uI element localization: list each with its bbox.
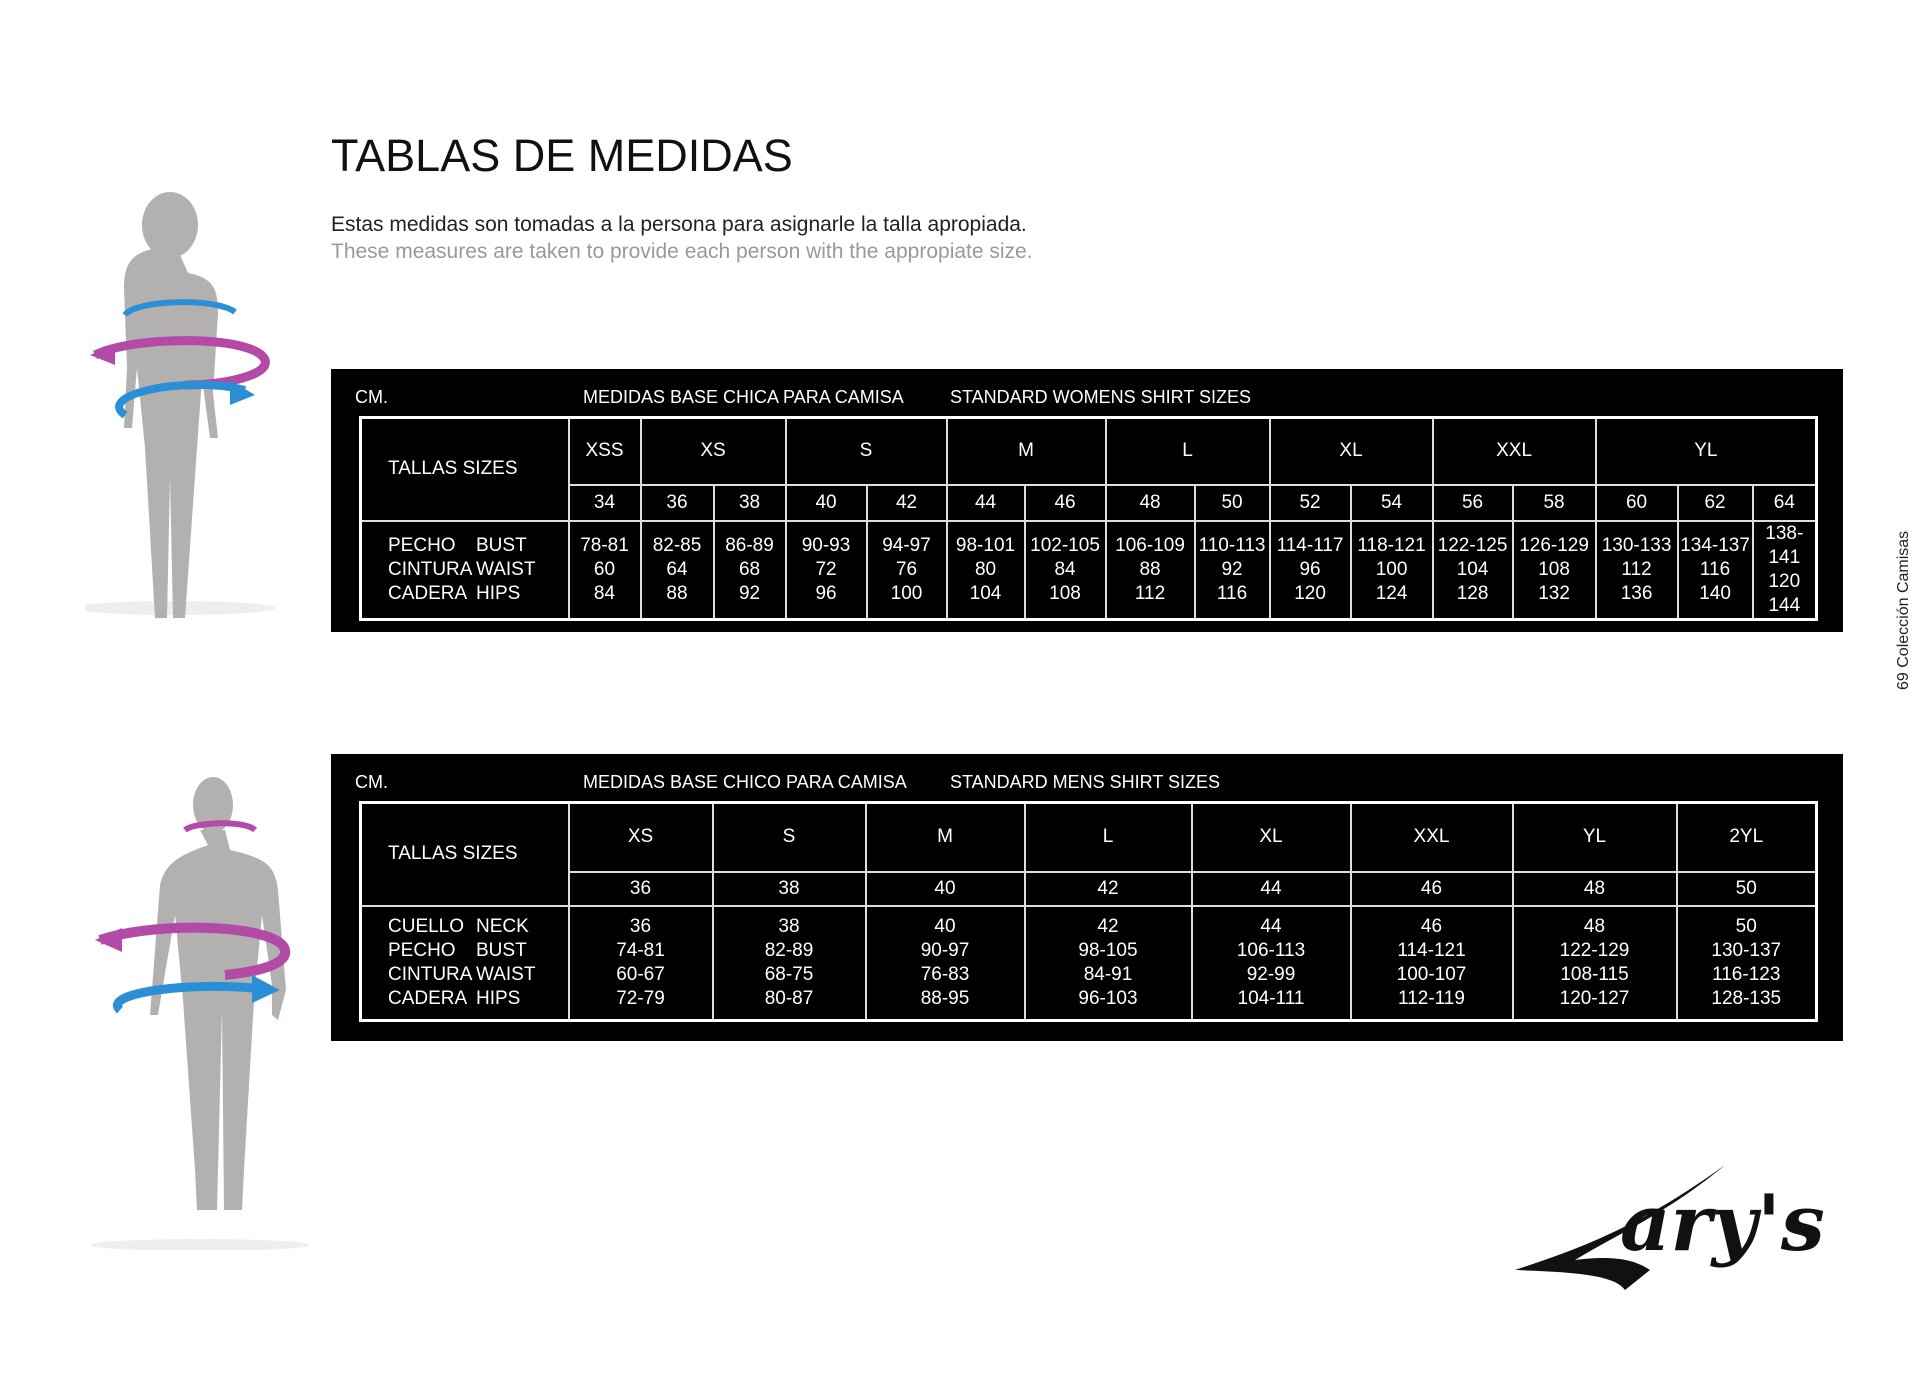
page-title: TABLAS DE MEDIDAS bbox=[331, 130, 793, 181]
measurement-value: 118-121 bbox=[1357, 534, 1426, 556]
measurement-value: 130-137 bbox=[1711, 939, 1782, 961]
measure-label-en: HIPS bbox=[476, 987, 521, 1009]
measurement-value: 50 bbox=[1735, 915, 1757, 937]
unit-label: CM. bbox=[355, 772, 388, 792]
womens-size-chart bbox=[331, 369, 1843, 632]
measurement-value: 108-115 bbox=[1560, 963, 1629, 985]
size-measurements bbox=[1106, 521, 1195, 620]
size-measurements bbox=[569, 521, 641, 620]
size-measurements bbox=[1025, 521, 1106, 620]
measurement-value: 100 bbox=[1375, 558, 1408, 580]
measurement-value: 106-109 bbox=[1115, 534, 1185, 556]
measurement-value: 72-79 bbox=[616, 987, 665, 1009]
garys-logo bbox=[1510, 1160, 1830, 1310]
measurement-value: 120 bbox=[1768, 570, 1801, 592]
measurement-value: 40 bbox=[934, 915, 956, 937]
measurement-value: 140 bbox=[1699, 582, 1731, 604]
size-group-xl: XL bbox=[1270, 418, 1433, 485]
measurement-value: 96 bbox=[1299, 558, 1321, 580]
measurement-value: 84 bbox=[593, 582, 616, 604]
size-group-yl: YL bbox=[1596, 418, 1817, 485]
measurement-value: 88-95 bbox=[920, 987, 970, 1009]
measurement-value: 130-133 bbox=[1601, 534, 1672, 556]
size-number: 50 bbox=[1195, 485, 1270, 521]
size-number: 58 bbox=[1513, 485, 1596, 521]
unit-label: CM. bbox=[355, 387, 388, 407]
size-number: 56 bbox=[1433, 485, 1513, 521]
measurement-value: 68 bbox=[738, 558, 761, 580]
measurement-value: 114-117 bbox=[1276, 534, 1344, 556]
chart-title-spanish: MEDIDAS BASE CHICA PARA CAMISA bbox=[583, 387, 904, 407]
size-number: 62 bbox=[1678, 485, 1753, 521]
size-measurements bbox=[1433, 521, 1513, 620]
measurement-value: 72 bbox=[815, 558, 837, 580]
size-number: 48 bbox=[1106, 485, 1195, 521]
measurement-value: 92-99 bbox=[1246, 963, 1296, 985]
measurement-value: 80-87 bbox=[764, 987, 814, 1009]
woman-figure-icon bbox=[85, 190, 315, 630]
size-measurements bbox=[1596, 521, 1678, 620]
measurement-value: 44 bbox=[1260, 915, 1282, 937]
size-measurements bbox=[1753, 521, 1817, 620]
size-number: 40 bbox=[866, 872, 1025, 906]
measurement-value: 112 bbox=[1134, 582, 1166, 604]
measurement-value: 100 bbox=[890, 582, 923, 604]
measure-label-es: PECHO bbox=[388, 939, 456, 961]
measurement-value: 46 bbox=[1420, 915, 1443, 937]
size-measurements bbox=[1678, 521, 1753, 620]
measure-label-en: BUST bbox=[476, 534, 527, 556]
measure-label-es: CINTURA bbox=[388, 558, 473, 580]
measurement-value: 108 bbox=[1538, 558, 1570, 580]
measurement-value: 112-119 bbox=[1398, 987, 1465, 1009]
measurement-value: 122-125 bbox=[1437, 534, 1508, 556]
size-measurements bbox=[1513, 906, 1677, 1021]
measurement-value: 120-127 bbox=[1559, 987, 1630, 1009]
measurement-value: 88 bbox=[1139, 558, 1161, 580]
size-number: 54 bbox=[1351, 485, 1433, 521]
size-measurements bbox=[641, 521, 714, 620]
measurement-value: 78-81 bbox=[580, 534, 629, 556]
measurement-value: 132 bbox=[1538, 582, 1570, 604]
measure-label-es: CINTURA bbox=[388, 963, 473, 985]
measurement-value: 116 bbox=[1699, 558, 1731, 580]
page-footer-text: 69 Colección Camisas bbox=[1895, 530, 1912, 690]
measurement-value: 84 bbox=[1054, 558, 1076, 580]
measurement-value: 96 bbox=[815, 582, 837, 604]
measurement-value: 108 bbox=[1049, 582, 1081, 604]
size-group-s: S bbox=[713, 803, 866, 872]
measurement-value: 90-93 bbox=[801, 534, 851, 556]
size-group-2yl: 2YL bbox=[1677, 803, 1817, 872]
measure-label-en: BUST bbox=[476, 939, 527, 961]
measurement-value: 84-91 bbox=[1083, 963, 1133, 985]
size-measurements bbox=[1351, 521, 1433, 620]
measurement-value: 38 bbox=[778, 915, 800, 937]
size-group-xs: XS bbox=[641, 418, 786, 485]
size-measurements bbox=[1192, 906, 1351, 1021]
size-number: 34 bbox=[569, 485, 641, 521]
measure-label-es: CADERA bbox=[388, 987, 468, 1009]
measurement-value: 98-101 bbox=[955, 534, 1016, 556]
measurement-value: 110-113 bbox=[1198, 534, 1266, 556]
measurement-value: 92 bbox=[738, 582, 761, 604]
size-group-m: M bbox=[866, 803, 1025, 872]
size-measurements bbox=[947, 521, 1025, 620]
measurement-value: 74-81 bbox=[616, 939, 665, 961]
measurement-value: 126-129 bbox=[1519, 534, 1589, 556]
measurement-value: 124 bbox=[1375, 582, 1408, 604]
measure-label-en: WAIST bbox=[476, 558, 536, 580]
measurement-value: 104-111 bbox=[1237, 987, 1305, 1009]
measurement-value: 106-113 bbox=[1236, 939, 1306, 961]
measurement-value: 102-105 bbox=[1030, 534, 1100, 556]
chart-title-english: STANDARD WOMENS SHIRT SIZES bbox=[950, 387, 1252, 407]
size-measurements bbox=[1677, 906, 1817, 1021]
size-measurements bbox=[786, 521, 867, 620]
subtitle-english: These measures are taken to provide each person with the appropiate size. bbox=[331, 240, 1033, 263]
size-number: 46 bbox=[1351, 872, 1513, 906]
size-number: 42 bbox=[1025, 872, 1192, 906]
measurement-value: 128 bbox=[1456, 582, 1489, 604]
subtitle-spanish: Estas medidas son tomadas a la persona para asignarle la talla apropiada. bbox=[331, 213, 1027, 236]
measurement-value: 82-85 bbox=[652, 534, 702, 556]
size-measurements bbox=[867, 521, 947, 620]
chart-title-english: STANDARD MENS SHIRT SIZES bbox=[950, 772, 1221, 792]
size-measurements bbox=[866, 906, 1025, 1021]
size-measurements bbox=[1351, 906, 1513, 1021]
measurement-value: 82-89 bbox=[764, 939, 814, 961]
measurement-value: 86-89 bbox=[725, 534, 774, 556]
measurement-value: 42 bbox=[1097, 915, 1119, 937]
size-group-l: L bbox=[1106, 418, 1270, 485]
measurement-value: 92 bbox=[1221, 558, 1243, 580]
measurement-value: 138-141 bbox=[1765, 522, 1804, 568]
measure-label-en: NECK bbox=[476, 915, 529, 937]
measurement-value: 116-123 bbox=[1712, 963, 1781, 985]
size-measurements bbox=[1195, 521, 1270, 620]
size-number: 50 bbox=[1677, 872, 1817, 906]
size-group-m: M bbox=[947, 418, 1106, 485]
size-number: 44 bbox=[947, 485, 1025, 521]
size-number: 46 bbox=[1025, 485, 1106, 521]
size-group-yl: YL bbox=[1513, 803, 1677, 872]
size-number: 36 bbox=[569, 872, 713, 906]
size-number: 36 bbox=[641, 485, 714, 521]
chart-title-spanish: MEDIDAS BASE CHICO PARA CAMISA bbox=[583, 772, 907, 792]
womens-size-table bbox=[359, 416, 1818, 621]
size-group-xxl: XXL bbox=[1351, 803, 1513, 872]
measurement-value: 60-67 bbox=[616, 963, 665, 985]
measure-label-en: WAIST bbox=[476, 963, 536, 985]
measurement-value: 64 bbox=[666, 558, 688, 580]
mens-size-table bbox=[359, 801, 1818, 1022]
size-number: 38 bbox=[714, 485, 786, 521]
measurement-value: 36 bbox=[629, 915, 652, 937]
measurement-value: 104 bbox=[1456, 558, 1489, 580]
size-measurements bbox=[1270, 521, 1351, 620]
measure-label-es: CUELLO bbox=[388, 915, 465, 937]
size-measurements bbox=[714, 521, 786, 620]
measurement-value: 88 bbox=[666, 582, 688, 604]
svg-text:ary's: ary's bbox=[1620, 1178, 1825, 1269]
measurement-value: 98-105 bbox=[1078, 939, 1138, 961]
sizes-header: TALLAS SIZES bbox=[361, 803, 569, 906]
measure-label-en: HIPS bbox=[476, 582, 521, 604]
measure-label-es: CADERA bbox=[388, 582, 468, 604]
size-group-xs: XS bbox=[569, 803, 713, 872]
measurement-value: 134-137 bbox=[1680, 534, 1750, 556]
measure-label-es: PECHO bbox=[388, 534, 456, 556]
measurement-value: 116 bbox=[1216, 582, 1248, 604]
measurement-value: 94-97 bbox=[882, 534, 931, 556]
size-group-xxl: XXL bbox=[1433, 418, 1596, 485]
size-measurements bbox=[1025, 906, 1192, 1021]
measurement-value: 112 bbox=[1621, 558, 1652, 580]
measurement-value: 122-129 bbox=[1559, 939, 1630, 961]
measurement-value: 80 bbox=[974, 558, 997, 580]
size-number: 40 bbox=[786, 485, 867, 521]
sizes-header: TALLAS SIZES bbox=[361, 418, 569, 521]
measurement-value: 100-107 bbox=[1396, 963, 1467, 985]
size-number: 60 bbox=[1596, 485, 1678, 521]
measurement-value: 120 bbox=[1294, 582, 1326, 604]
measurement-value: 96-103 bbox=[1078, 987, 1138, 1009]
size-group-l: L bbox=[1025, 803, 1192, 872]
measurement-value: 68-75 bbox=[764, 963, 814, 985]
measurement-value: 136 bbox=[1620, 582, 1653, 604]
size-number: 52 bbox=[1270, 485, 1351, 521]
measurement-value: 90-97 bbox=[920, 939, 970, 961]
measurement-value: 60 bbox=[593, 558, 616, 580]
measurement-value: 144 bbox=[1768, 594, 1801, 616]
measurement-value: 76-83 bbox=[920, 963, 970, 985]
size-measurements bbox=[713, 906, 866, 1021]
size-group-s: S bbox=[786, 418, 947, 485]
size-group-xss: XSS bbox=[569, 418, 641, 485]
mens-size-chart bbox=[331, 754, 1843, 1041]
measure-labels bbox=[361, 906, 569, 1021]
size-group-xl: XL bbox=[1192, 803, 1351, 872]
size-measurements bbox=[569, 906, 713, 1021]
measurement-value: 48 bbox=[1583, 915, 1606, 937]
measure-labels bbox=[361, 521, 569, 620]
size-number: 48 bbox=[1513, 872, 1677, 906]
measurement-value: 114-121 bbox=[1397, 939, 1466, 961]
measurement-value: 128-135 bbox=[1711, 987, 1782, 1009]
size-measurements bbox=[1513, 521, 1596, 620]
size-number: 44 bbox=[1192, 872, 1351, 906]
size-number: 64 bbox=[1753, 485, 1817, 521]
measurement-value: 76 bbox=[895, 558, 918, 580]
man-figure-icon bbox=[80, 770, 320, 1250]
measurement-value: 104 bbox=[969, 582, 1002, 604]
size-number: 42 bbox=[867, 485, 947, 521]
size-number: 38 bbox=[713, 872, 866, 906]
